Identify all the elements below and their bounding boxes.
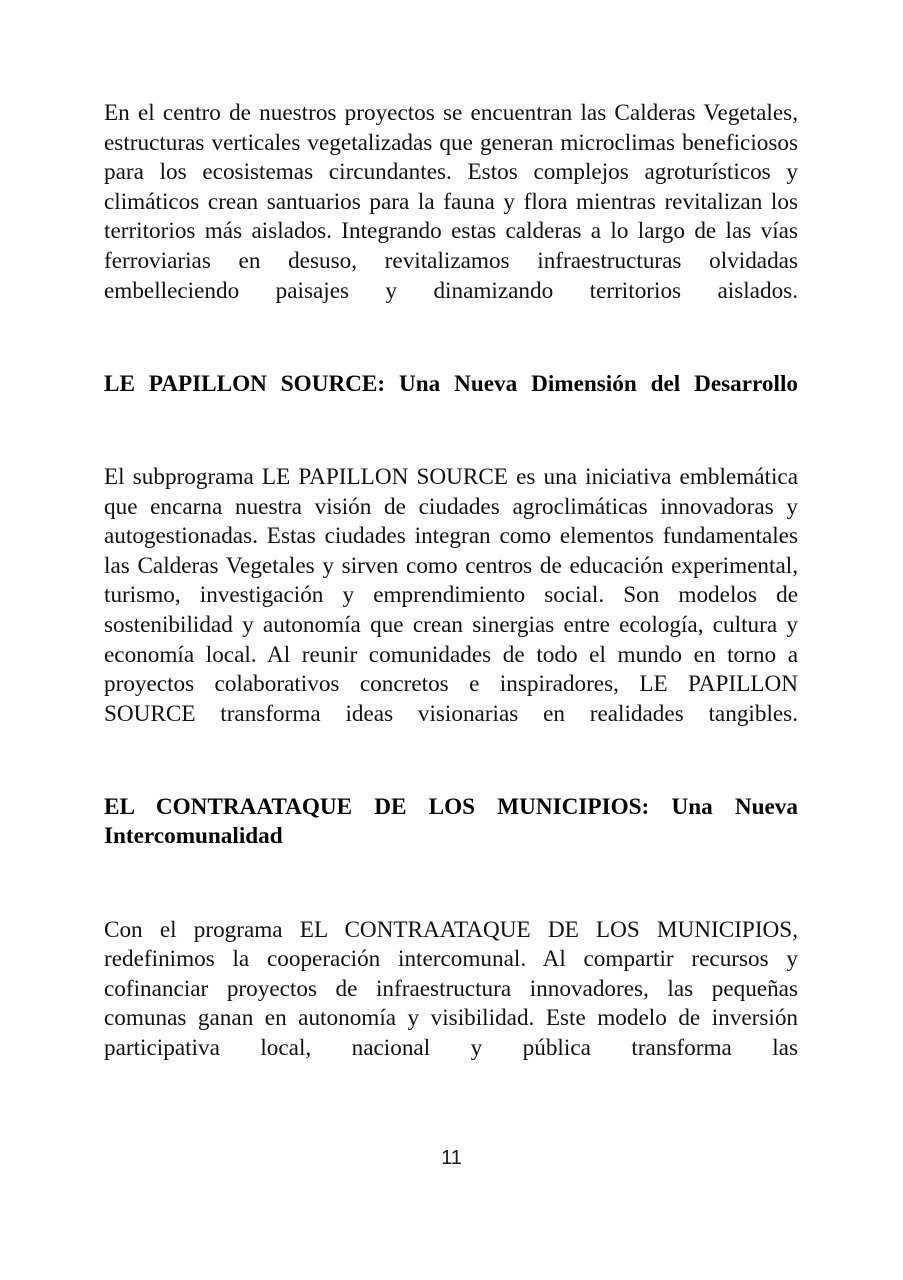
heading-top-spacer-1 — [104, 354, 798, 370]
section-heading-le-papillon-source: LE PAPILLON SOURCE: Una Nueva Dimensión del Desarrollo — [104, 370, 798, 397]
body-paragraph-1: En el centro de nuestros proyectos se encuentran las Calderas Vegetales, estructuras verticales vegetalizadas que generan microclimas beneficiosos para los ecosistemas circundantes. Estos complejos agroturísticos y climáticos crean santuarios para la fauna y flora mientras revitalizan los territorios más aislados. Integrando estas calderas a lo largo de las vías ferroviarias en desuso, revitalizamos infraestructuras olvidadas embelleciendo paisajes y dinamizando territorios aislados. — [104, 100, 798, 304]
body-paragraph-3: Con el programa EL CONTRAATAQUE DE LOS MUNICIPIOS, redefinimos la cooperación intercomunal. Al compartir recursos y cofinanciar proyectos de infraestructura innovadores, las pequeñas comunas ganan en autonomía y visibilidad. Este modelo de inversión participativa local, nacional y pública transforma las — [104, 916, 798, 1062]
page-number: 11 — [441, 1147, 462, 1169]
body-paragraph-2: El subprograma LE PAPILLON SOURCE es una iniciativa emblemática que encarna nuestra visión de ciudades agroclimáticas innovadoras y autogestionadas. Estas ciudades integran como elementos fundamentales las Calderas Vegetales y sirven como centros de educación experimental, turismo, investigación y emprendimiento social. Son modelos de sostenibilidad y autonomía que crean sinergias entre ecología, cultura y economía local. Al reunir comunidades de todo el mundo en torno a proyectos colaborativos concretos e inspiradores, LE PAPILLON SOURCE transforma ideas visionarias en realidades tangibles. — [104, 463, 798, 727]
heading-top-spacer-2 — [104, 777, 798, 793]
heading-bottom-spacer-1 — [104, 447, 798, 463]
heading-bottom-spacer-2 — [104, 900, 798, 916]
section-heading-el-contraataque-de-los-municipios: EL CONTRAATAQUE DE LOS MUNICIPIOS: Una Nueva Intercomunalidad — [104, 793, 798, 850]
page-content — [104, 99, 798, 1111]
